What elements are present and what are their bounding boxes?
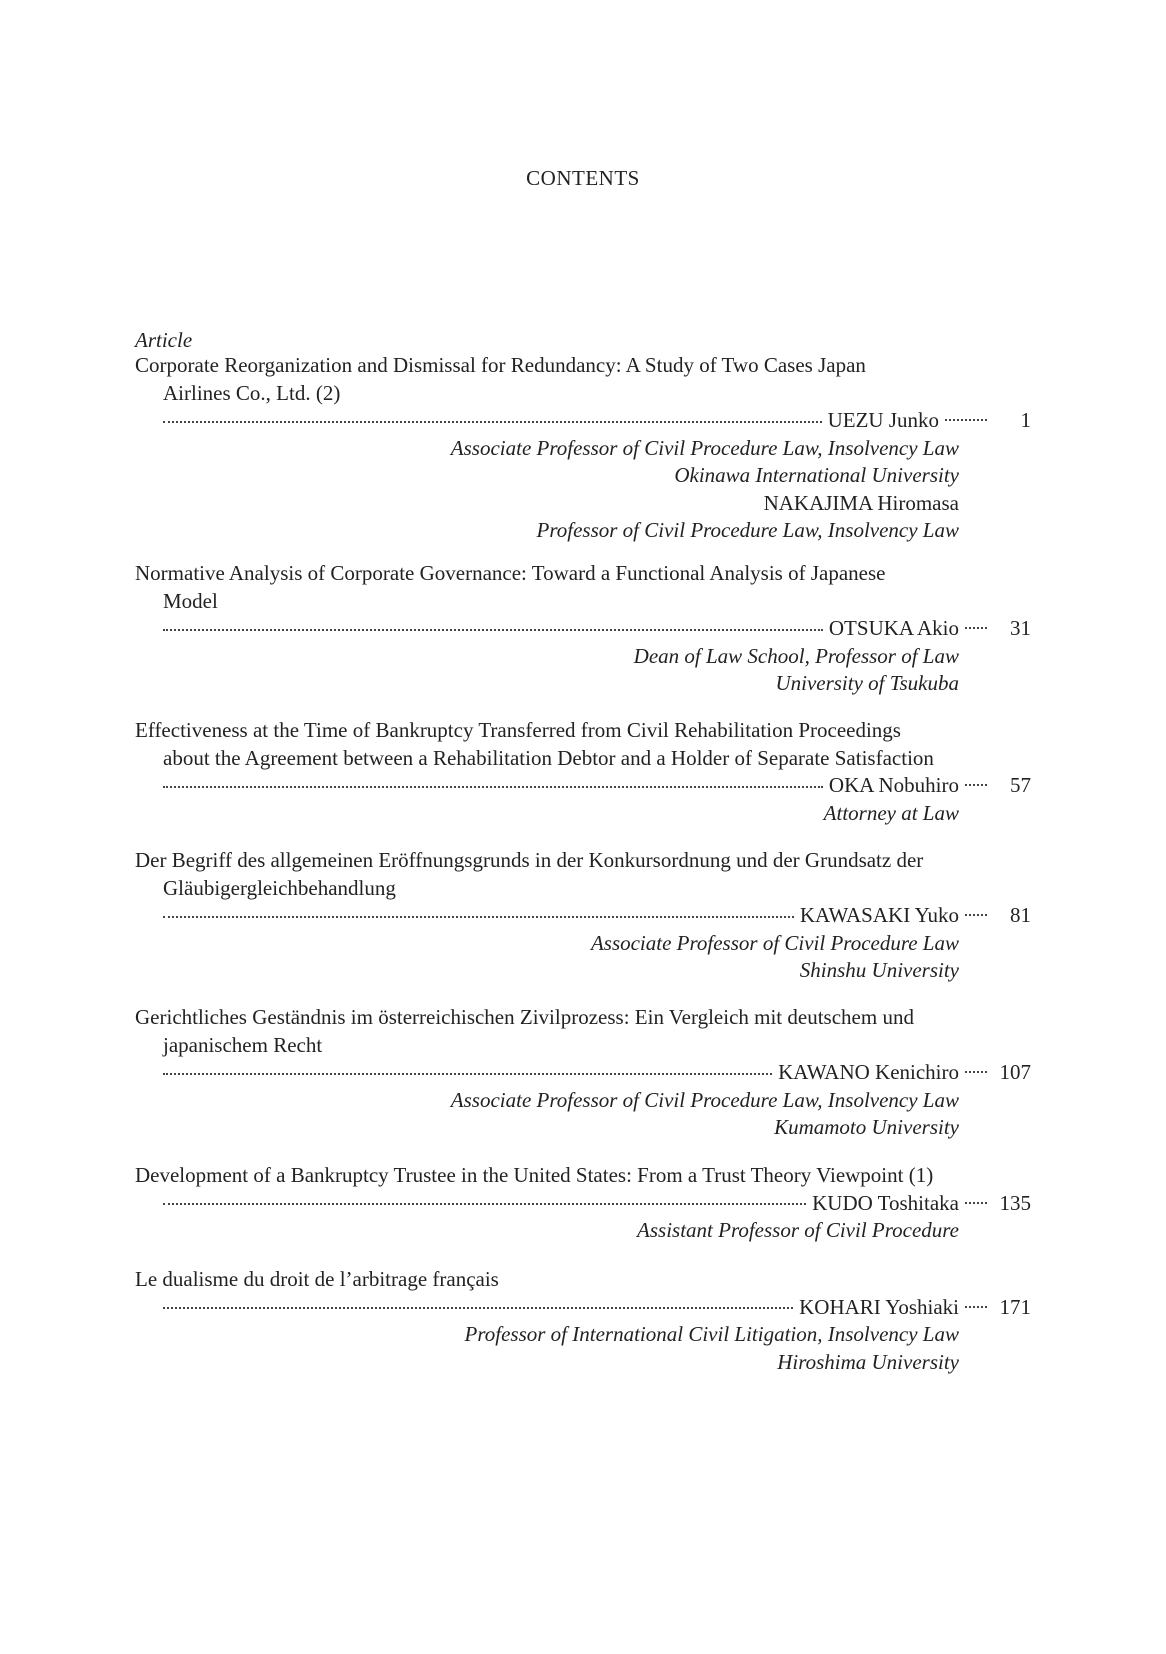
page-number: 135 xyxy=(999,1190,1031,1215)
author-affiliation: Professor of Civil Procedure Law, Insolvency Law xyxy=(536,518,959,542)
entry-title-line: Gläubigergleichbehandlung xyxy=(163,875,396,900)
entry-title xyxy=(135,717,1031,772)
author-affiliation: Assistant Professor of Civil Procedure xyxy=(637,1218,959,1242)
toc-entry[interactable] xyxy=(135,560,1031,698)
toc-entry[interactable] xyxy=(135,1004,1031,1142)
dot-leader xyxy=(163,915,794,918)
author-affiliation: Associate Professor of Civil Procedure Law xyxy=(590,930,959,955)
dot-leader xyxy=(163,1306,793,1309)
author-row xyxy=(163,407,1031,435)
entry-title xyxy=(135,560,1031,615)
entry-title-line: Development of a Bankruptcy Trustee in the United States: From a Trust Theory Viewpoint (1) xyxy=(135,1163,934,1187)
author-affiliation: Shinshu University xyxy=(799,958,959,982)
toc-entry[interactable] xyxy=(135,1162,1031,1245)
entry-title xyxy=(135,1162,1031,1190)
author-row xyxy=(163,902,1031,930)
author-row xyxy=(163,1294,1031,1322)
dot-leader xyxy=(965,626,987,629)
dot-leader xyxy=(945,418,987,421)
author-row xyxy=(163,1059,1031,1087)
toc-entry[interactable] xyxy=(135,717,1031,827)
entry-title-line: Normative Analysis of Corporate Governance: Toward a Functional Analysis of Japanese xyxy=(135,561,886,585)
dot-leader xyxy=(163,628,823,631)
dot-leader xyxy=(965,1201,987,1204)
entry-title xyxy=(135,847,1031,902)
author-name: OKA Nobuhiro xyxy=(828,773,959,797)
author-row xyxy=(163,615,1031,643)
author-row xyxy=(163,1190,1031,1218)
page-number: 107 xyxy=(999,1060,1031,1084)
author-name: KUDO Toshitaka xyxy=(812,1190,959,1215)
entry-title xyxy=(135,1004,1031,1059)
dot-leader xyxy=(965,1305,987,1308)
toc-entry[interactable] xyxy=(135,352,1031,545)
entry-title-line: Airlines Co., Ltd. (2) xyxy=(163,380,341,405)
author-affiliation: Dean of Law School, Professor of Law xyxy=(633,643,959,668)
author-affiliation: Associate Professor of Civil Procedure Law, Insolvency Law xyxy=(450,435,959,460)
co-author-name: NAKAJIMA Hiromasa xyxy=(763,490,959,515)
page-number: 57 xyxy=(1010,773,1031,797)
entry-title-line: Effectiveness at the Time of Bankruptcy Transferred from Civil Rehabilitation Proceedings xyxy=(135,718,901,742)
author-row xyxy=(163,772,1031,800)
dot-leader xyxy=(965,913,987,916)
page-title: CONTENTS xyxy=(526,166,640,190)
entry-title xyxy=(135,1266,1031,1294)
entry-title-line: japanischem Recht xyxy=(163,1032,323,1057)
entry-title xyxy=(135,352,1031,407)
entry-title-line: Le dualisme du droit de l’arbitrage français xyxy=(135,1267,499,1291)
page-number: 171 xyxy=(999,1294,1031,1319)
entry-title-line: about the Agreement between a Rehabilitation Debtor and a Holder of Separate Satisfaction xyxy=(163,745,934,770)
dot-leader xyxy=(163,1202,806,1205)
author-name: KAWASAKI Yuko xyxy=(799,903,959,927)
section-label: Article xyxy=(135,328,193,352)
author-affiliation: Professor of International Civil Litigation, Insolvency Law xyxy=(464,1322,959,1346)
author-name: UEZU Junko xyxy=(827,408,939,432)
author-affiliation: Okinawa International University xyxy=(674,463,959,487)
dot-leader xyxy=(965,1070,987,1073)
page-number: 81 xyxy=(1010,903,1031,927)
entry-title-line: Model xyxy=(163,588,218,613)
dot-leader xyxy=(163,420,822,423)
author-name: KOHARI Yoshiaki xyxy=(799,1294,959,1319)
dot-leader xyxy=(163,1072,772,1075)
entry-title-line: Gerichtliches Geständnis im österreichischen Zivilprozess: Ein Vergleich mit deutschem und xyxy=(135,1005,914,1029)
author-name: KAWANO Kenichiro xyxy=(778,1060,959,1084)
toc-entry[interactable] xyxy=(135,1266,1031,1376)
author-affiliation: University of Tsukuba xyxy=(775,671,959,695)
author-affiliation: Hiroshima University xyxy=(777,1349,959,1374)
entry-title-line: Der Begriff des allgemeinen Eröffnungsgrunds in der Konkursordnung und der Grundsatz der xyxy=(135,848,924,872)
toc-entry[interactable] xyxy=(135,847,1031,985)
author-affiliation: Kumamoto University xyxy=(774,1115,959,1139)
entry-title-line: Corporate Reorganization and Dismissal for Redundancy: A Study of Two Cases Japan xyxy=(135,353,866,377)
dot-leader xyxy=(163,785,823,788)
page-number: 1 xyxy=(1020,408,1031,432)
author-name: OTSUKA Akio xyxy=(828,616,959,640)
dot-leader xyxy=(965,783,987,786)
author-affiliation: Associate Professor of Civil Procedure Law, Insolvency Law xyxy=(450,1087,959,1112)
author-affiliation: Attorney at Law xyxy=(823,800,959,825)
page-number: 31 xyxy=(1010,616,1031,640)
